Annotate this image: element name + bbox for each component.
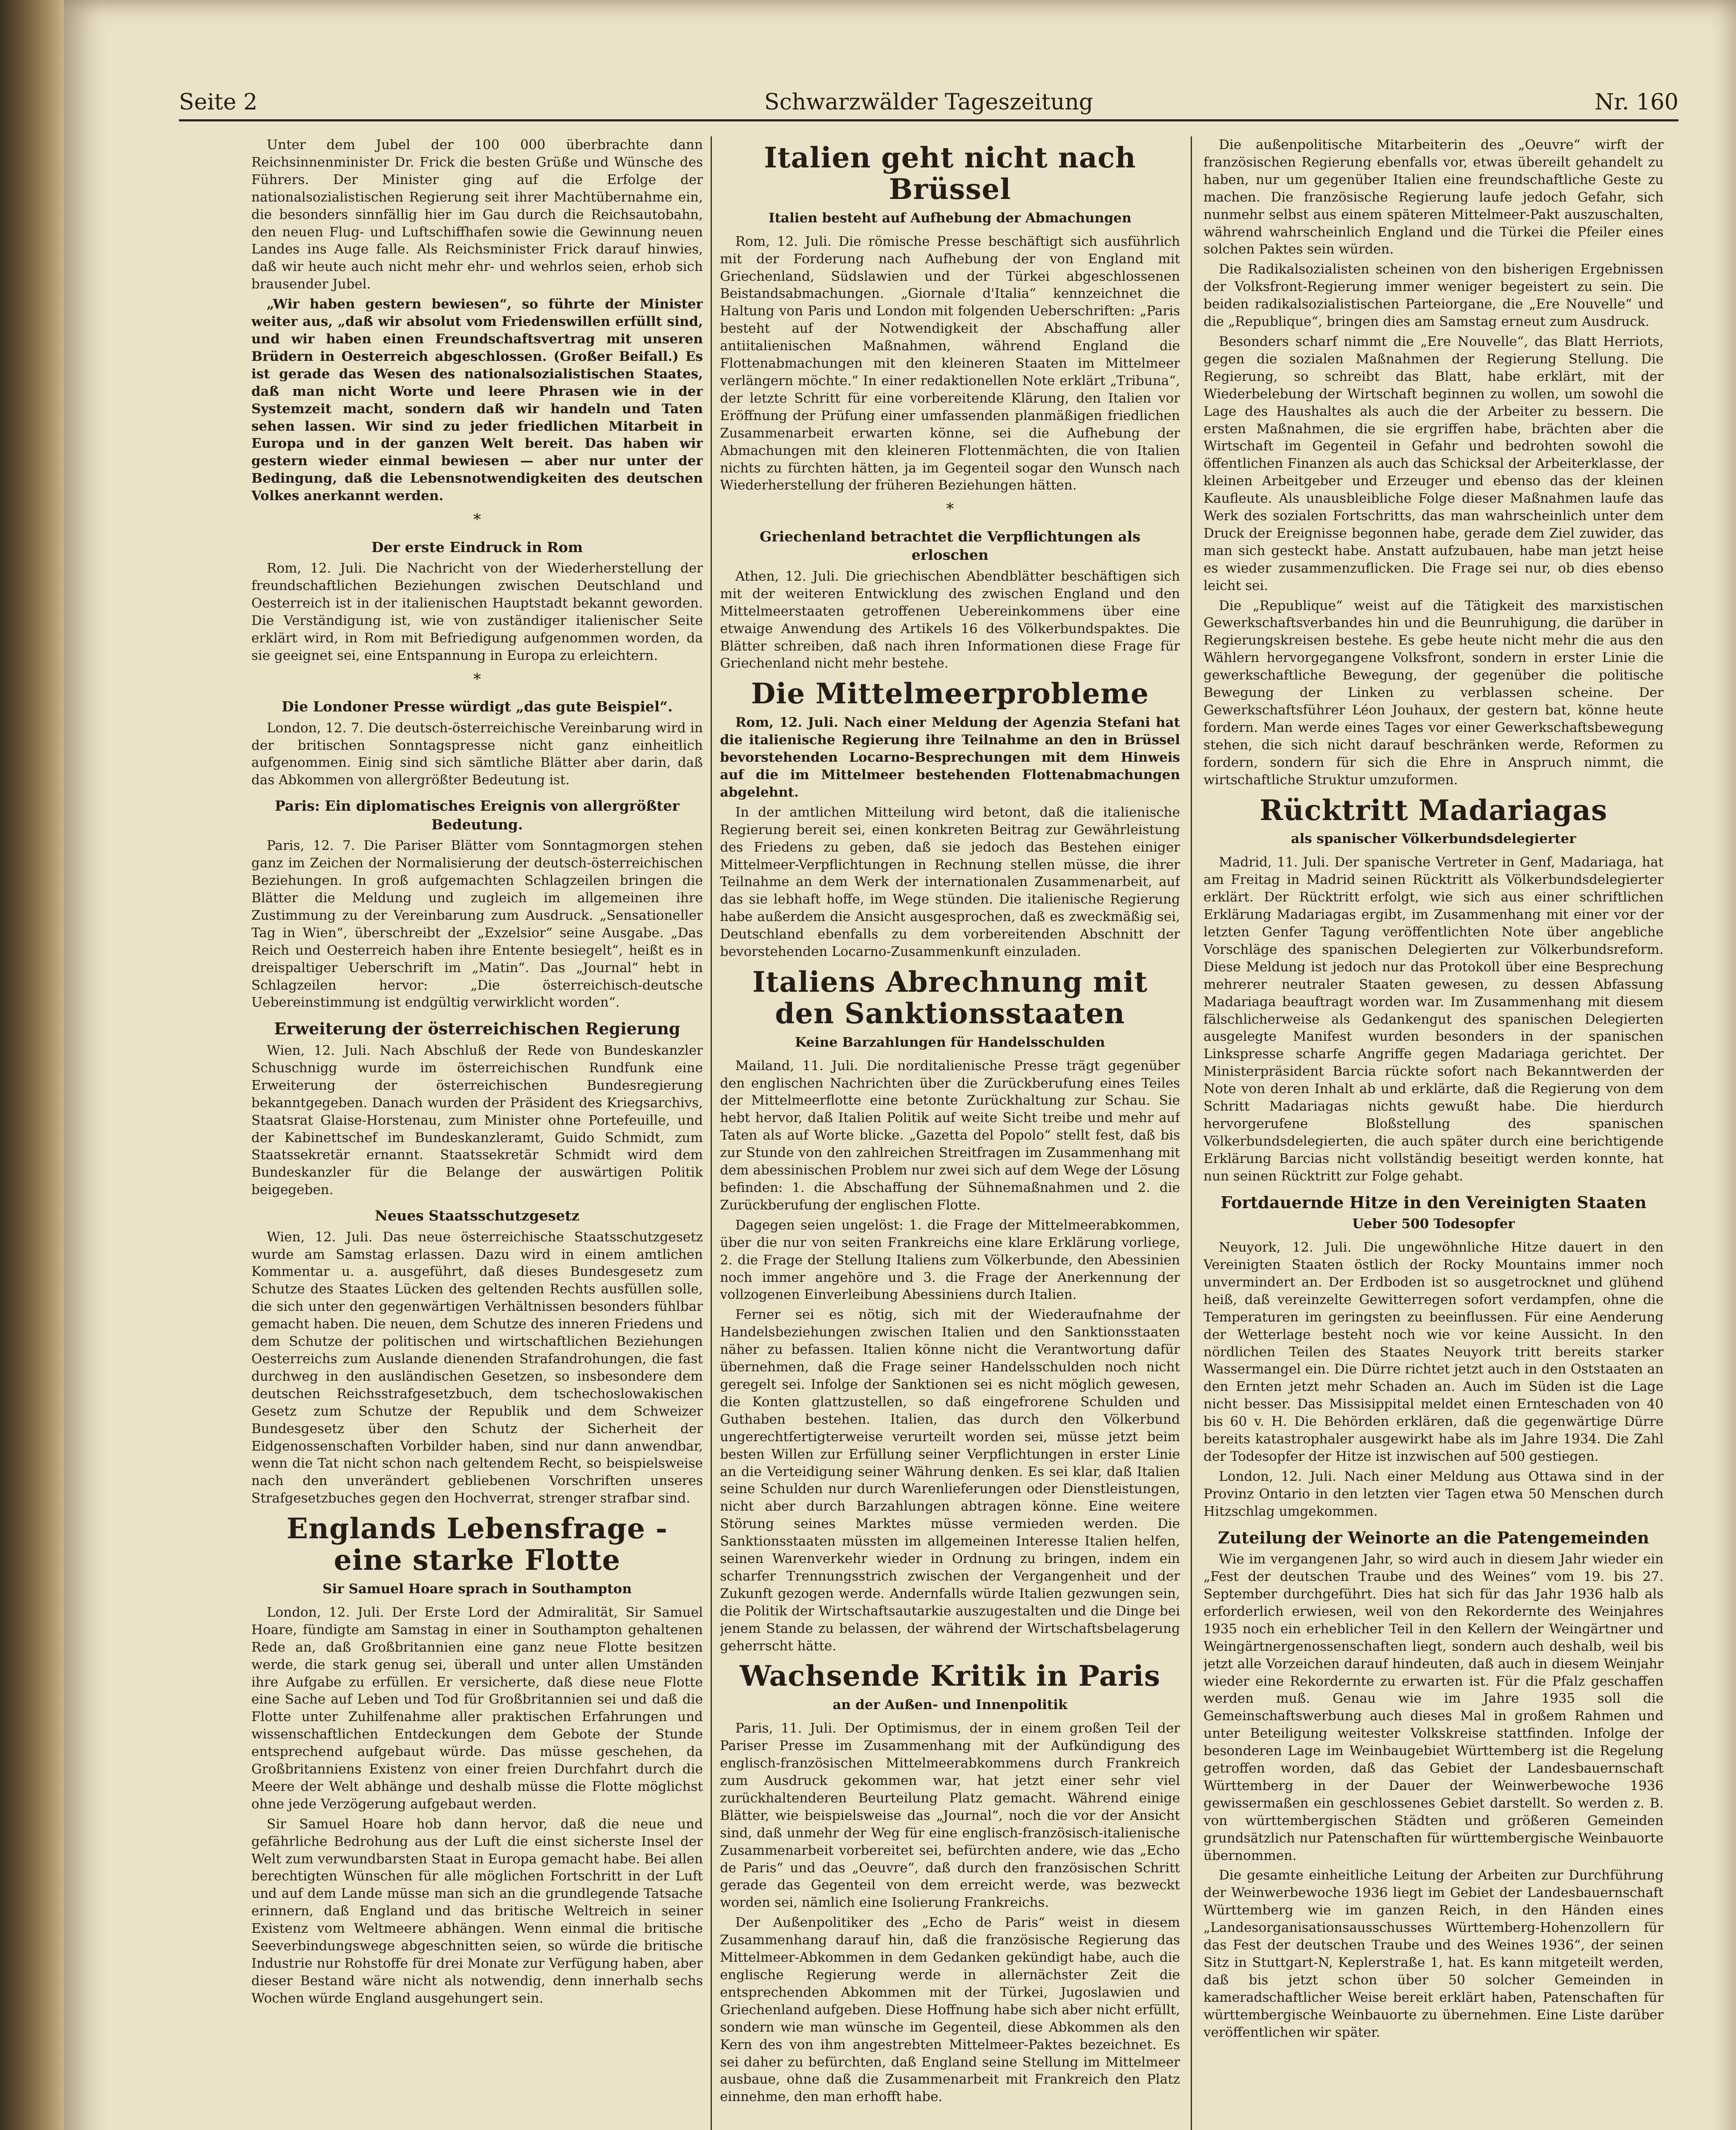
article-paragraph: Die gesamte einheitliche Leitung der Arbeiten zur Durchführung der Weinwerbewoche 1936 liegt im Gebiet der Landesbauernschaft Württemberg wie im ganzen Reich, in den Händen eines „Landesorganisationsausschusses Württemberg-Hohenzollern für das Fest der deutschen Traube und des Weines 1936“, der seinen Sitz in Stuttgart-N, Keplerstraße 1, hat. Es kann mitgeteilt werden, daß bis jetzt schon über 50 solcher Gemeinden in kameradschaftlicher Weise bereit erklärt haben, Patenschaften für württembergische Weinbauorte zu übernehmen. Eine Liste darüber veröffentlichen wir später.	[1203, 1868, 1664, 2040]
headline-italien-bruessel: Italien geht nicht nach Brüssel	[764, 141, 1136, 206]
article-paragraph: Wien, 12. Juli. Nach Abschluß der Rede von Bundeskanzler Schuschnigg wurde im österreichischen Rundfunk eine Erweiterung der österreichischen Bundesregierung bekanntgegeben. Danach wurden der Präsident des Kriegsarchivs, Staatsrat Glaise-Horstenau, zum Minister ohne Portefeuille, und der Kabinettschef im Bundeskanzleramt, Guido Schmidt, zum Staatssekretär ernannt. Staatssekretär Schmidt wird dem Bundeskanzler für die Belange der auswärtigen Politik beigegeben.	[251, 1042, 703, 1198]
article-paragraph: Mailand, 11. Juli. Die norditalienische Presse trägt gegenüber den englischen Nachrichten über die Zurückberufung eines Teiles der Mittelmeerflotte eine betonte Zurückhaltung zur Schau. Sie hebt hervor, daß Italien Politik auf weite Sicht treibe und mehr auf Taten als auf Worte blicke. „Gazetta del Popolo“ stellt fest, daß bis zur Stunde von den zahlreichen Streitfragen im Zusammenhang mit dem abessinischen Problem nur zwei sich auf dem Wege der Lösung befinden: 1. die Abschaffung der Sühnemaßnahmen und 2. die Zurückberufung der englischen Flotte.	[720, 1058, 1180, 1213]
headline-weinorte: Zuteilung der Weinorte an die Patengemeinden	[1218, 1528, 1650, 1547]
headline-england-flotte: Englands Lebensfrage - eine starke Flotte	[286, 1512, 668, 1577]
column-right	[1203, 136, 1664, 2130]
article-paragraph: Die Radikalsozialisten scheinen von den bisherigen Ergebnissen der Volksfront-Regierung immer weniger begeistert zu sein. Die beiden radikalsozialistischen Parteiorgane, die „Ere Nouvelle“ und die „Republique“, bringen dies am Samstag erneut zum Ausdruck.	[1203, 262, 1664, 330]
article-paragraph: Sir Samuel Hoare hob dann hervor, daß die neue und gefährliche Bedrohung aus der Luft die einst sicherste Insel der Welt zum verwundbarsten Staat in Europa gemacht habe. Bei allen berechtigten Wünschen für alle möglichen Fortschritt in der Luft und auf dem Lande müsse man sich an die grundlegende Tatsache erinnern, daß England und das britische Weltreich in seiner Existenz vom Weltmeere abhängen. Wenn einmal die britische Seeverbindungswege abgeschnitten seien, so würde die britische Industrie nur Rohstoffe für drei Monate zur Verfügung haben, aber dieser Bestand wäre nicht als notwendig, denn innerhalb sechs Wochen würde England ausgehungert sein.	[251, 1816, 703, 2006]
headline-hitze: Fortdauernde Hitze in den Vereinigten Staaten	[1221, 1192, 1647, 1212]
article-paragraph: Athen, 12. Juli. Die griechischen Abendblätter beschäftigen sich mit der weiteren Entwicklung des zwischen England und den Mittelmeerstaaten getroffenen Uebereinkommens über eine etwaige Anwendung des Artikels 16 des Völkerbundspaktes. Die Blätter schreiben, daß nach ihren Informationen diese Frage für Griechenland nicht mehr bestehe.	[720, 568, 1180, 671]
column-left	[251, 136, 703, 2130]
article-paragraph: Neuyork, 12. Juli. Die ungewöhnliche Hitze dauert in den Vereinigten Staaten östlich der Rocky Mountains immer noch unvermindert an. Der Erdboden ist so ausgetrocknet und glühend heiß, daß vereinzelte Gewitterregen sofort verdampfen, ohne die Temperaturen im geringsten zu beeinflussen. Für eine Aenderung der Wetterlage besteht noch wie vor keine Aussicht. In den nördlichen Teilen des Staates Neuyork tritt bereits starker Wassermangel ein. Die Dürre richtet jetzt auch in den Oststaaten an den Ernten jetzt mehr Schaden an. Auch im Süden ist die Lage nicht besser. Das Missisippital meldet einen Ernteschaden von 40 bis 60 v. H. Die Behörden erklären, daß die gegenwärtige Dürre bereits katastrophaler ausgewirkt habe als im Jahre 1934. Die Zahl der Todesopfer der Hitze ist inzwischen auf 500 gestiegen.	[1203, 1240, 1664, 1464]
subheadline-sanktion: Keine Barzahlungen für Handelsschulden	[795, 1034, 1105, 1050]
subheadline-hitze: Ueber 500 Todesopfer	[1352, 1216, 1515, 1232]
headline-paris: Paris: Ein diplomatisches Ereignis von allergrößter Bedeutung.	[274, 797, 680, 833]
article-paragraph: Unter dem Jubel der 100 000 überbrachte dann Reichsinnenminister Dr. Frick die besten Grüße und Wünsche des Führers. Der Minister ging auf die Erfolge der nationalsozialistischen Regierung seit ihrer Machtübernahme ein, die besonders sinnfällig hier im Gau durch die Reichsautobahn, den neuen Flug- und Luftschiffhafen sowie die Gewinnung neuen Landes ins Auge falle. Als Reichsminister Frick darauf hinwies, daß wir heute auch nicht mehr ehr- und wehrlos seien, erhob sich brausender Jubel.	[251, 137, 703, 292]
subheadline-kritik: an der Außen- und Innenpolitik	[832, 1697, 1068, 1713]
headline-staatsschutz: Neues Staatsschutzgesetz	[374, 1207, 580, 1224]
headline-rom: Der erste Eindruck in Rom	[371, 538, 583, 556]
article-paragraph: Die außenpolitische Mitarbeiterin des „Oeuvre“ wirft der französischen Regierung ebenfalls vor, etwas übereilt gehandelt zu haben, nur um gegenüber Italien eine freundschaftliche Geste zu machen. Die französische Regierung laufe jedoch Gefahr, sich nunmehr selbst aus einem späteren Mittelmeer-Pakt auszuschalten, während wahrscheinlich England und die Türkei die Pfeiler eines solchen Paktes sein würden.	[1203, 137, 1664, 257]
article-paragraph: „Wir haben gestern bewiesen“, so führte der Minister weiter aus, „daß wir absolut vom Friedenswillen erfüllt sind, und wir haben einen Freundschaftsvertrag mit unseren Brüdern in Oesterreich abgeschlossen. (Großer Beifall.) Es ist gerade das Wesen des nationalsozialistischen Staates, daß man nicht Worte und leere Phrasen wie in der Systemzeit macht, sondern daß wir handeln und Taten sehen lassen. Wir sind zu jeder friedlichen Mitarbeit in Europa und in der ganzen Welt bereit. Das haben wir gestern wieder einmal bewiesen — aber nur unter der Bedingung, daß die Lebensnotwendigkeiten des deutschen Volkes anerkannt werden.	[251, 296, 703, 504]
article-paragraph: Besonders scharf nimmt die „Ere Nouvelle“, das Blatt Herriots, gegen die sozialen Maßnahmen der Regierung Stellung. Die Regierung, so schreibt das Blatt, habe erklärt, mit der Wiederbelebung der Wirtschaft beginnen zu wollen, um sowohl die Lage des Haushaltes als auch die der Arbeiter zu bessern. Die ersten Maßnahmen, die sie ergriffen habe, brächten aber die Wirtschaft im Gegenteil in Gefahr und bedrohten sowohl die öffentlichen Finanzen als auch das Schicksal der Arbeiterklasse, der kleinen Arbeitgeber und Erzeuger und ebenso das der kleinen Kaufleute. Als unausbleibliche Folge dieser Maßnahmen laufe das Werk des sozialen Fortschritts, das man wahrscheinlich unter dem Druck der Ereignisse begonnen habe, gerade dem Ziel zuwider, das man sich gesteckt habe. Anstatt aufzubauen, habe man jetzt heise es wieder zusammenzuflicken. Die Frage sei nur, ob dies ebenso leicht sei.	[1203, 334, 1664, 593]
article-paragraph: Die „Republique“ weist auf die Tätigkeit des marxistischen Gewerkschaftsverbandes hin und die Beunruhigung, die darüber in Regierungskreisen bestehe. Es gebe heute nicht mehr die aus den Wählern hervorgegangene Volksfront, sondern in erster Linie die gewerkschaftliche Bewegung, der gegenüber die politische Bewegung der Linken zu verblassen scheine. Der Gewerkschaftsführer Léon Jouhaux, der gestern bat, könne heute fordern. Man werde eines Tages vor einer Gewerkschaftsbewegung stehen, die sich nicht darauf beschränken werde, Reformen zu fordern, sondern für sich die Ehre in Anspruch nimmt, die wirtschaftliche Struktur umzuformen.	[1203, 598, 1664, 788]
headline-sanktionsstaaten: Italiens Abrechnung mit den Sanktionsstaaten	[752, 965, 1148, 1030]
article-paragraph: Paris, 11. Juli. Der Optimismus, der in einem großen Teil der Pariser Presse im Zusammenhang mit der Aufkündigung des englisch-französischen Mittelmeerabkommens durch Frankreich zum Ausdruck gekommen war, hat jetzt einer sehr viel zurückhaltenderen Beurteilung Platz gemacht. Während einige Blätter, wie beispielsweise das „Journal“, noch die vor der Ansicht sind, daß unmehr der Weg für eine englisch-französisch-italienische Zusammenarbeit vorbereitet sei, befürchten andere, wie das „Echo de Paris“ und das „Oeuvre“, daß durch den französischen Schritt gerade das Gegenteil von dem erreicht werde, was bezweckt worden sei, nämlich eine Isolierung Frankreichs.	[720, 1721, 1180, 1911]
subheadline-england: Sir Samuel Hoare sprach in Southampton	[322, 1581, 632, 1597]
article-paragraph: Wie im vergangenen Jahr, so wird auch in diesem Jahr wieder ein „Fest der deutschen Traube und des Weines“ vom 19. bis 27. September durchgeführt. Dies hat sich für das Jahr 1936 halb als erforderlich erwiesen, weil von den Rekordernte des Weinjahres 1935 noch ein erheblicher Teil in den Kellern der Weingärtner und Weingärtnergenossenschaften liegt, sondern auch deshalb, weil bis jetzt alle Vorzeichen darauf hindeuten, daß auch in diesem Weinjahr wieder eine Rekordernte zu erwarten ist. Für die Pfalz geschaffen werden muß. Genau wie im Jahre 1935 soll die Gemeinschaftswerbung auch dieses Mal in großem Rahmen und unter Beteiligung weitester Volkskreise stattfinden. Infolge der besonderen Lage im Weinbaugebiet Württemberg ist die Regelung getroffen worden, daß das Gebiet der Landesbauernschaft Württemberg in der Dauer der Weinwerbewoche 1936 gewissermaßen ein geschlossenes Gebiet darstellt. So werden z. B. von württembergischen Städten und größeren Gemeinden grundsätzlich nur Patenschaften für württembergische Weinbauorte übernommen.	[1203, 1551, 1664, 1863]
separator-star: *	[473, 671, 481, 688]
article-paragraph: Dagegen seien ungelöst: 1. die Frage der Mittelmeerabkommen, über die nur von seiten Frankreichs eine klare Erklärung vorliege, 2. die Frage der Stellung Italiens zum Völkerbunde, den Abessinien noch immer angehöre und 3. die Frage der Anerkennung der vollzogenen Einverleibung Abessiniens durch Italien.	[720, 1217, 1180, 1303]
column-divider	[1191, 136, 1192, 2130]
article-paragraph: Ferner sei es nötig, sich mit der Wiederaufnahme der Handelsbeziehungen zwischen Italien und den Sanktionsstaaten näher zu befassen. Italien könne nicht die Verantwortung dafür übernehmen, daß die Frage seiner Handelsschulden noch nicht geregelt sei. Infolge der Sanktionen sei es nicht möglich gewesen, die Konten glattzustellen, so daß eingefrorene Schulden und Guthaben bestehen. Italien, das durch den Völkerbund ungerechtfertigterweise verurteilt worden sei, müsse jetzt beim besten Willen zur Erfüllung seiner Verpflichtungen in erster Linie an die Verteidigung seiner Währung denken. Es sei klar, daß Italien seine Schulden nur durch Warenlieferungen oder Dienstleistungen, nicht aber durch Barzahlungen abtragen könne. Eine weitere Störung seines Marktes müsse vermieden werden. Die Sanktionsstaaten müssten im allgemeinen Interesse Italien helfen, seinen Warenverkehr wieder in Ordnung zu bringen, indem ein scharfer Trennungsstrich zwischen der Vergangenheit und der Zukunft gezogen werde. Andernfalls würde Italien gezwungen sein, die Politik der Wirtschaftsautarkie auszugestalten und die Dinge bei jenem Stande zu belassen, der während der Wirtschaftsbelagerung geherrscht hätte.	[720, 1307, 1180, 1654]
article-paragraph: Wien, 12. Juli. Das neue österreichische Staatsschutzgesetz wurde am Samstag erlassen. Dazu wird in einem amtlichen Kommentar u. a. ausgeführt, daß dieses Bundesgesetz zum Schutze des Staates Lücken des geltenden Rechts ausfüllen solle, die sich unter den gegenwärtigen Verhältnissen besonders fühlbar gemacht haben. Die neuen, dem Schutze des inneren Friedens und dem Schutze der politischen und wirtschaftlichen Beziehungen Oesterreichs zum Auslande dienenden Strafandrohungen, die fast durchweg in den ausländischen Gesetzen, so insbesondere dem deutschen Reichsstrafgesetzbuch, dem tschechoslowakischen Gesetz zum Schutze der Republik und dem Schweizer Bundesgesetz über den Schutz der Sicherheit der Eidgenossenschaften Vorbilder haben, sind nur dann anwendbar, wenn die Tat nicht schon nach geltendem Recht, so beispielsweise nach den unverändert gebliebenen Vorschriften unseres Strafgesetzbuches gegen den Hochverrat, strenger strafbar sind.	[251, 1229, 703, 1506]
headline-madariaga: Rücktritt Madariagas	[1259, 793, 1608, 827]
separator-star: *	[946, 501, 954, 518]
page-number: Seite 2	[179, 89, 258, 115]
subheadline-italien: Italien besteht auf Aufhebung der Abmachungen	[769, 210, 1131, 226]
article-paragraph: In der amtlichen Mitteilung wird betont, daß die italienische Regierung bereit sei, einen konkreten Beitrag zur Gewährleistung des Friedens zu geben, daß sie jedoch das Bestehen einiger Mittelmeer-Verpflichtungen in Rechnung stellen müsse, die ihrer Teilnahme an dem Werk der internationalen Zusammenarbeit, auf das sie lebhaft hoffe, im Wege stünden. Die italienische Regierung habe außerdem die Ansicht ausgesprochen, daß es zweckmäßig sei, Deutschland ebenfalls zu dem vorbereitenden Abschnitt der bevorstehenden Locarno-Zusammenkunft einzuladen.	[720, 804, 1180, 960]
article-paragraph: London, 12. Juli. Der Erste Lord der Admiralität, Sir Samuel Hoare, fündigte am Samstag in einer in Southampton gehaltenen Rede an, daß Großbritannien eine ganz neue Flotte besitzen werde, die stark genug sei, überall und unter allen Umständen ihre Aufgabe zu erfüllen. Er versicherte, daß diese neue Flotte eine Sache auf Leben und Tod für Großbritannien sei und daß die Flotte unter Zuhilfenahme aller praktischen Erfahrungen und wissenschaftlichen Entdeckungen dem Gebote der Stunde entsprechend aufgebaut würde. Das müsse geschehen, da Großbritanniens Existenz von einer freien Durchfahrt durch die Meere der Welt abhänge und deshalb müsse die Flotte möglichst ohne jede Verzögerung aufgebaut werden.	[251, 1604, 703, 1812]
column-middle	[720, 136, 1180, 2130]
article-paragraph: Paris, 12. 7. Die Pariser Blätter vom Sonntagmorgen stehen ganz im Zeichen der Normalisierung der deutsch-österreichischen Beziehungen. In groß aufgemachten Schlagzeilen bringen die Blätter die Meldung und zugleich im allgemeinen ihre Zustimmung zu der Vereinbarung zum Ausdruck. „Sensationeller Tag in Wien“, überschreibt der „Exzelsior“ seine Ausgabe. „Das Reich und Oesterreich haben ihre Entente besiegelt“, heißt es in dreispaltiger Ueberschrift im „Matin“. Das „Journal“ hebt in Schlagzeilen hervor: „Die österreichisch-deutsche Uebereinstimmung ist endgültig verwirklicht worden“.	[251, 838, 703, 1010]
column-divider	[711, 136, 712, 2130]
headline-london-presse: Die Londoner Presse würdigt „das gute Beispiel“.	[282, 698, 673, 715]
article-paragraph: London, 12. Juli. Nach einer Meldung aus Ottawa sind in der Provinz Ontario in den letzten vier Tagen etwa 50 Menschen durch Hitzschlag umgekommen.	[1203, 1468, 1664, 1519]
article-paragraph: Rom, 12. Juli. Die Nachricht von der Wiederherstellung der freundschaftlichen Beziehungen zwischen Deutschland und Oesterreich ist in der italienischen Hauptstadt bekannt geworden. Die Verständigung ist, wie von zuständiger italienischer Seite erklärt wird, in Rom mit Befriedigung aufgenommen worden, da sie geeignet sei, eine Entspannung in Europa zu erleichtern.	[251, 561, 703, 663]
headline-griechenland: Griechenland betrachtet die Verpflichtungen als erloschen	[760, 528, 1140, 564]
page-header	[179, 89, 1678, 121]
book-binding-spine	[0, 0, 64, 2130]
article-paragraph: Madrid, 11. Juli. Der spanische Vertreter in Genf, Madariaga, hat am Freitag in Madrid seinen Rücktritt als Völkerbundsdelegierter erklärt. Der Rücktritt erfolgt, wie sich aus einer schriftlichen Erklärung Madariagas ergibt, im Zusammenhang mit einer vor der letzten Genfer Tagung veröffentlichten Note über angebliche Vorschläge des spanischen Delegierten zur Völkerbundsreform. Diese Meldung ist jedoch nur das Protokoll über eine Besprechung mehrerer neutraler Staaten gewesen, zu dessen Abfassung Madariaga beauftragt worden war. Im Zusammenhang mit diesem fälschlicherweise als Gedankengut des spanischen Delegierten ausgelegte Manifest wurden besonders in der spanischen Linkspresse scharfe Angriffe gegen Madariaga gerichtet. Der Ministerpräsident Barcia rückte sofort nach Bekanntwerden der Note von deren Inhalt ab und erklärte, daß die Regierung von dem Schritt Madariagas nichts gewußt habe. Die hierdurch hervorgerufene Bloßstellung des spanischen Völkerbundsdelegierten, die auch später durch eine berichtigende Erklärung Barcias nicht vollständig beseitigt werden konnte, hat nun seinen Rücktritt zur Folge gehabt.	[1203, 855, 1664, 1184]
subheadline-madariaga: als spanischer Völkerbundsdelegierter	[1291, 831, 1576, 847]
headline-regierung: Erweiterung der österreichischen Regierung	[274, 1019, 680, 1039]
article-paragraph: Der Außenpolitiker des „Echo de Paris“ weist in diesem Zusammenhang darauf hin, daß die französische Regierung das Mittelmeer-Abkommen in dem Gedanken gekündigt habe, auch die englische Regierung werde in allernächster Zeit die entsprechenden Abkommen mit der Türkei, Jugoslawien und Griechenland aufgeben. Diese Hoffnung habe sich aber nicht erfüllt, sondern wie man wünsche im Gegenteil, diese Abkommen als den Kern des von ihm angestrebten Mittelmeer-Paktes bezeichnet. Es sei daher zu befürchten, daß England seine Stellung im Mittelmeer ausbaue, ohne daß die Zusammenarbeit mit Frankreich den Platz einnehme, den man erhofft habe.	[720, 1915, 1180, 2105]
article-paragraph: London, 12. 7. Die deutsch-österreichische Vereinbarung wird in der britischen Sonntagspresse nicht ganz einheitlich aufgenommen. Einig sind sich sämtliche Blätter aber darin, daß das Abkommen von allergrößter Bedeutung ist.	[251, 720, 703, 788]
issue-number: Nr. 160	[1595, 89, 1678, 115]
headline-mittelmeerprobleme: Die Mittelmeerprobleme	[751, 677, 1149, 711]
newspaper-title: Schwarzwälder Tageszeitung	[764, 89, 1093, 115]
separator-star: *	[473, 511, 481, 529]
article-paragraph: Rom, 12. Juli. Die römische Presse beschäftigt sich ausführlich mit der Forderung nach Aufhebung der von England mit Griechenland, Südslawien und der Türkei abgeschlossenen Beistandsabmachungen. „Giornale d'Italia“ kennzeichnet die Haltung von Paris und London mit folgenden Ueberschriften: „Paris besteht auf der Notwendigkeit der Abschaffung aller antiitalienischen Maßnahmen, während England die Flottenabmachungen mit den kleineren Staaten im Mittelmeer verlängern möchte.“ In einer redaktionellen Note erklärt „Tribuna“, der letzte Schritt für eine vorbereitende Klärung, den Italien vor Eröffnung der Prüfung einer umfassenden planmäßigen friedlichen Zusammenarbeit erwarten könne, sei die Aufhebung der Abmachungen mit den kleineren Flottenmächten, die von Italien nichts zu fürchten hätten, ja im Gegenteil sogar den Wunsch nach Wiederherstellung der früheren Beziehungen hätten.	[720, 233, 1180, 493]
article-paragraph: Rom, 12. Juli. Nach einer Meldung der Agenzia Stefani hat die italienische Regierung ihre Teilnahme an den in Brüssel bevorstehenden Locarno-Besprechungen mit dem Hinweis auf die im Mittelmeer bestehenden Flottenabmachungen abgelehnt.	[720, 715, 1180, 800]
headline-kritik-paris: Wachsende Kritik in Paris	[740, 1659, 1160, 1693]
